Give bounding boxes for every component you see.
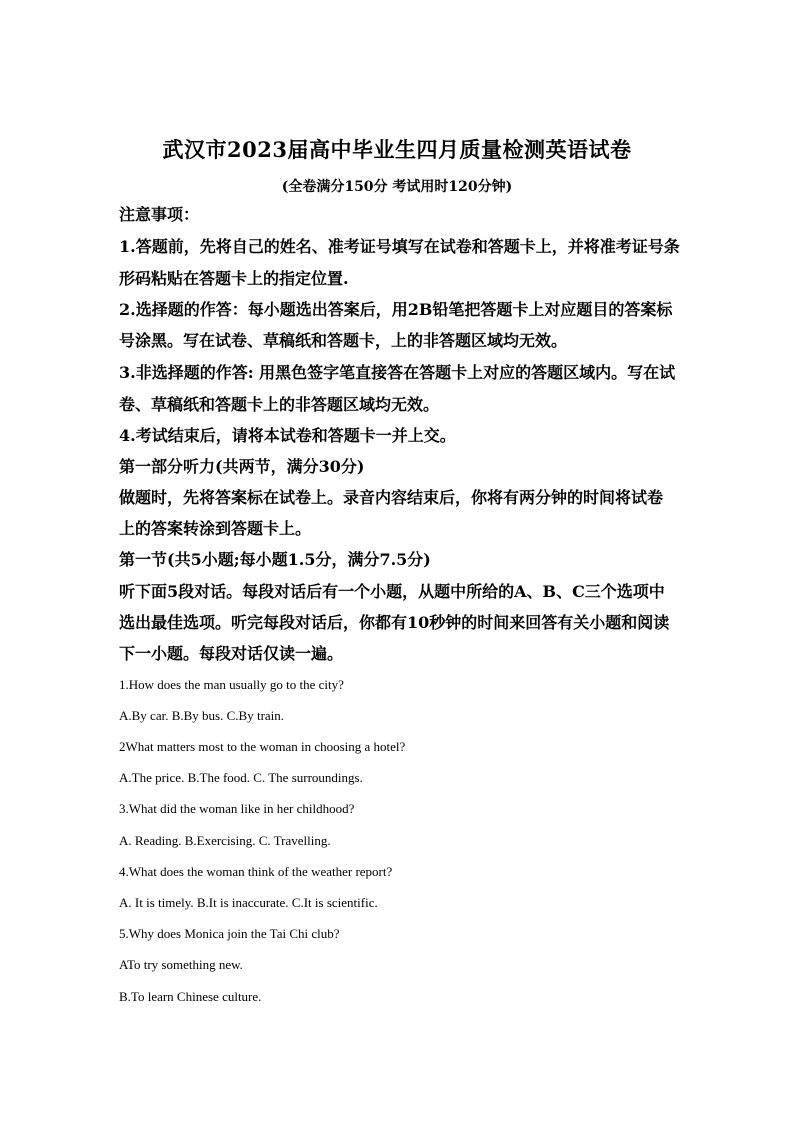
question-5-option-a: ATo try something new. bbox=[119, 957, 243, 972]
page-title: 武汉市2023届高中毕业生四月质量检测英语试卷 bbox=[162, 137, 632, 162]
section1-instructions-line-2: 选出最佳选项。听完每段对话后，你都有10秒钟的时间来回答有关小题和阅读 bbox=[119, 613, 670, 632]
question-2: 2What matters most to the woman in choosing a hotel? bbox=[119, 739, 406, 754]
question-4-options: A. It is timely. B.It is inaccurate. C.It is scientific. bbox=[119, 895, 378, 910]
section1-instructions-line-1: 听下面5段对话。每段对话后有一个小题，从题中所给的A、B、C三个选项中 bbox=[119, 582, 665, 601]
note-3-line-2: 卷、草稿纸和答题卡上的非答题区域均无效。 bbox=[119, 395, 440, 414]
note-3-line-1: 3.非选择题的作答: 用黑色签字笔直接答在答题卡上对应的答题区域内。写在试 bbox=[119, 363, 676, 382]
exam-subtitle: (全卷满分150分 考试用时120分钟) bbox=[281, 179, 513, 195]
part1-intro-line-2: 上的答案转涂到答题卡上。 bbox=[119, 519, 312, 538]
note-2-line-2: 号涂黑。写在试卷、草稿纸和答题卡，上的非答题区域均无效。 bbox=[119, 331, 568, 350]
question-3-options: A. Reading. B.Exercising. C. Travelling. bbox=[119, 833, 331, 848]
note-4: 4.考试结束后，请将本试卷和答题卡一并上交。 bbox=[119, 426, 456, 445]
question-4: 4.What does the woman think of the weather report? bbox=[119, 864, 393, 879]
part1-intro-line-1: 做题时，先将答案标在试卷上。录音内容结束后，你将有两分钟的时间将试卷 bbox=[119, 488, 664, 507]
question-3: 3.What did the woman like in her childhood? bbox=[119, 801, 355, 816]
question-1: 1.How does the man usually go to the city? bbox=[119, 677, 344, 692]
question-2-options: A.The price. B.The food. C. The surroundings. bbox=[119, 770, 363, 785]
section1-heading: 第一节(共5小题;每小题1.5分，满分7.5分) bbox=[119, 550, 431, 569]
note-1-line-2: 形码粘贴在答题卡上的指定位置. bbox=[119, 269, 349, 288]
question-5-option-b: B.To learn Chinese culture. bbox=[119, 989, 262, 1004]
question-1-options: A.By car. B.By bus. C.By train. bbox=[119, 708, 285, 723]
note-1-line-1: 1.答题前，先将自己的姓名、准考证号填写在试卷和答题卡上，并将准考证号条 bbox=[119, 237, 680, 256]
question-5: 5.Why does Monica join the Tai Chi club? bbox=[119, 926, 340, 941]
section1-instructions-line-3: 下一小题。每段对话仅读一遍。 bbox=[119, 644, 344, 663]
note-2-line-1: 2.选择题的作答：每小题选出答案后，用2B铅笔把答题卡上对应题目的答案标 bbox=[119, 300, 673, 319]
notes-heading: 注意事项： bbox=[119, 205, 200, 224]
part1-heading: 第一部分听力(共两节，满分30分) bbox=[119, 457, 365, 476]
